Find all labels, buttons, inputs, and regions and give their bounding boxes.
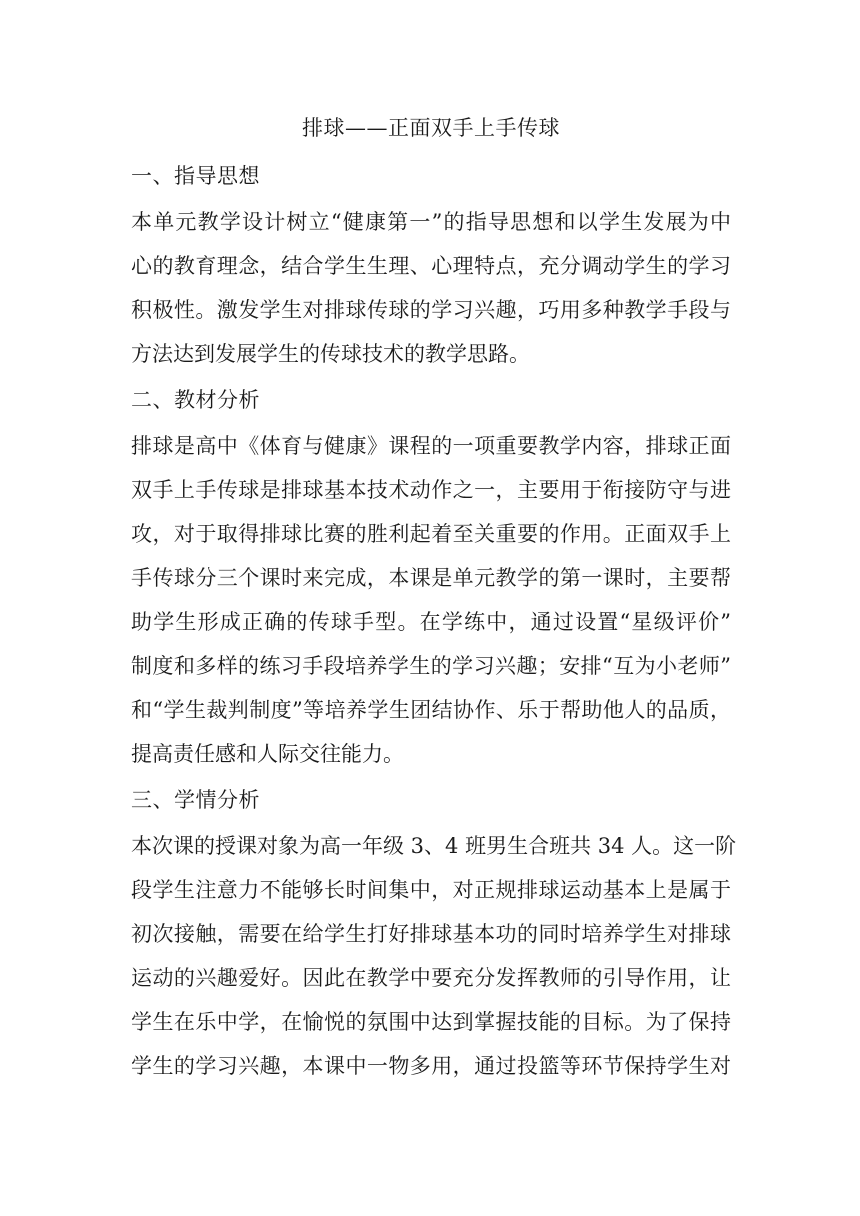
text-line: 段学生注意力不能够长时间集中，对正规排球运动基本上是属于 bbox=[131, 878, 731, 902]
document-title: 排球——正面双手上手传球 bbox=[302, 116, 560, 140]
text-line: 助学生形成正确的传球手型。在学练中，通过设置“星级评价” bbox=[131, 610, 731, 634]
text-line: 心的教育理念，结合学生生理、心理特点，充分调动学生的学习 bbox=[131, 254, 731, 278]
text-line: 制度和多样的练习手段培养学生的学习兴趣；安排“互为小老师” bbox=[131, 654, 731, 678]
section-heading-learner-analysis: 三、学情分析 bbox=[131, 788, 260, 812]
text-line: 本单元教学设计树立“健康第一”的指导思想和以学生发展为中 bbox=[131, 210, 731, 234]
text-line: 本次课的授课对象为高一年级 3、4 班男生合班共 34 人。这一阶 bbox=[131, 834, 737, 858]
text-line: 初次接触，需要在给学生打好排球基本功的同时培养学生对排球 bbox=[131, 922, 731, 946]
paragraph-guiding-thought bbox=[131, 200, 731, 376]
text-line: 排球是高中《体育与健康》课程的一项重要教学内容，排球正面 bbox=[131, 434, 731, 458]
text-line: 攻，对于取得排球比赛的胜利起着至关重要的作用。正面双手上 bbox=[131, 522, 731, 546]
text-line: 提高责任感和人际交往能力。 bbox=[131, 742, 404, 766]
text-line: 方法达到发展学生的传球技术的教学思路。 bbox=[131, 342, 530, 366]
paragraph-material-analysis bbox=[131, 424, 731, 776]
text-line: 学生在乐中学，在愉悦的氛围中达到掌握技能的目标。为了保持 bbox=[131, 1010, 731, 1034]
text-line: 积极性。激发学生对排球传球的学习兴趣，巧用多种教学手段与 bbox=[131, 298, 731, 322]
document-body bbox=[131, 108, 737, 1088]
text-line: 学生的学习兴趣，本课中一物多用，通过投篮等环节保持学生对 bbox=[131, 1054, 731, 1078]
paragraph-learner-analysis bbox=[131, 824, 737, 1088]
text-line: 双手上手传球是排球基本技术动作之一，主要用于衔接防守与进 bbox=[131, 478, 731, 502]
text-line: 和“学生裁判制度”等培养学生团结协作、乐于帮助他人的品质， bbox=[131, 698, 731, 722]
section-heading-guiding-thought: 一、指导思想 bbox=[131, 164, 260, 188]
text-line: 手传球分三个课时来完成，本课是单元教学的第一课时，主要帮 bbox=[131, 566, 731, 590]
section-heading-material-analysis: 二、教材分析 bbox=[131, 388, 260, 412]
text-line: 运动的兴趣爱好。因此在教学中要充分发挥教师的引导作用，让 bbox=[131, 966, 731, 990]
